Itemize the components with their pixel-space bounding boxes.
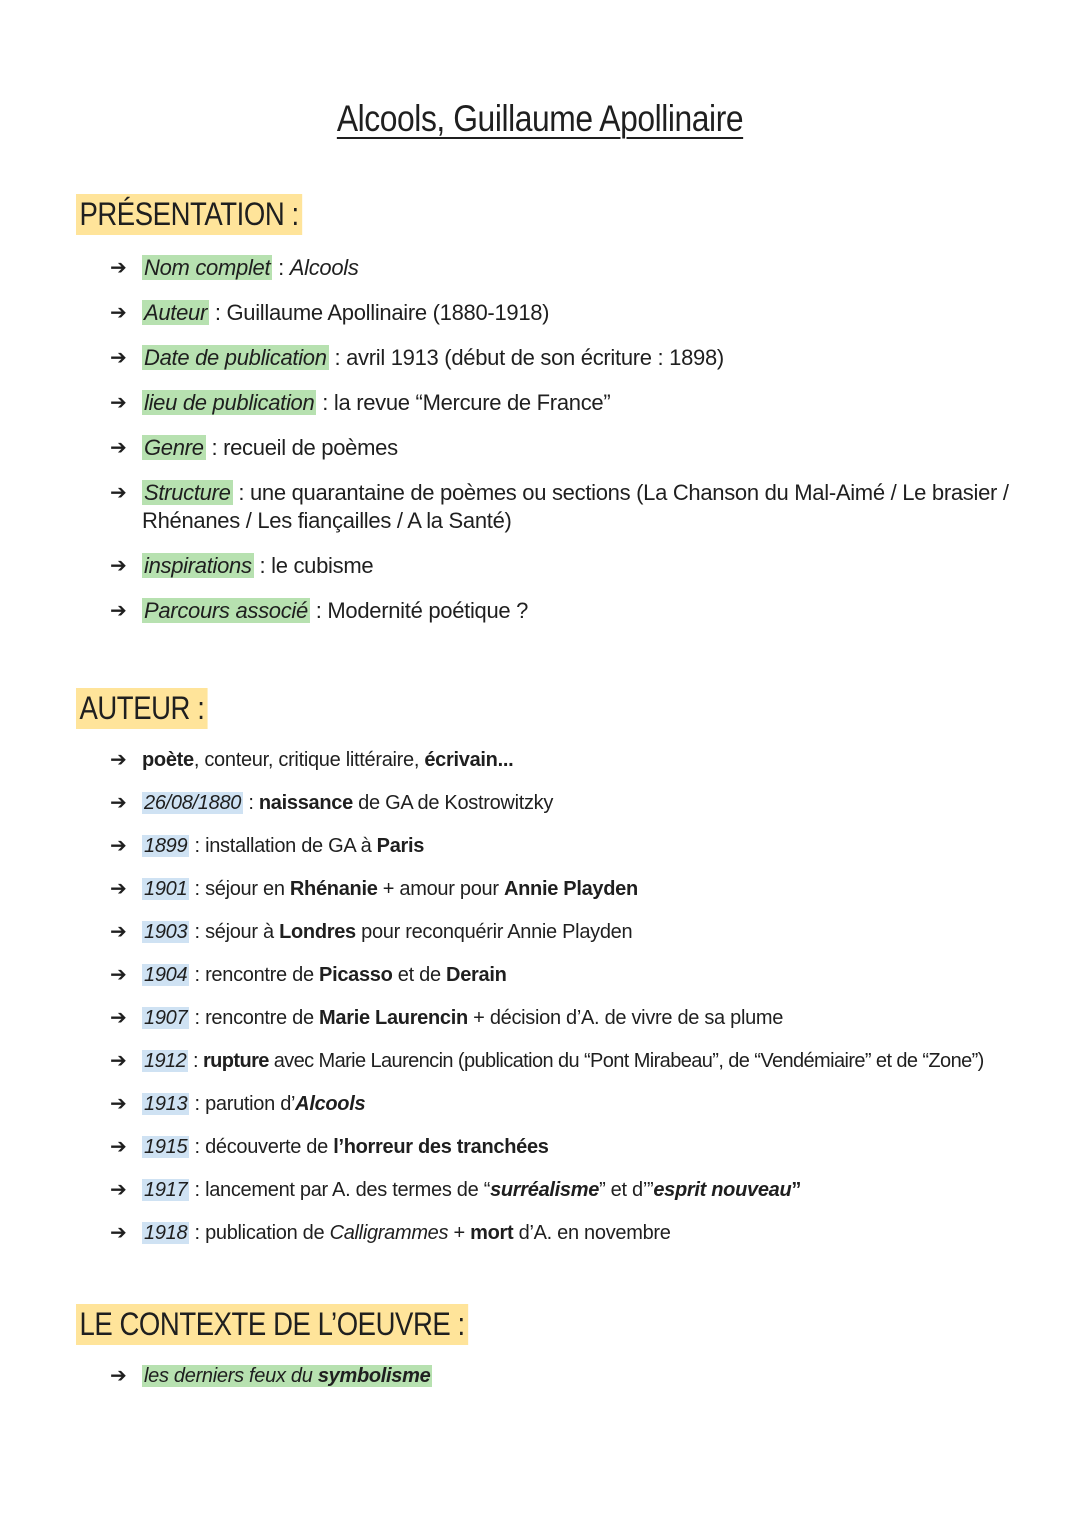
list-item — [110, 746, 1010, 774]
bold-part: Marie Laurencin — [319, 1007, 468, 1029]
date-label: 1904 — [144, 964, 188, 986]
item-value: Alcools — [289, 255, 359, 280]
text-part: et de — [392, 964, 447, 986]
text-part: ” — [791, 1179, 802, 1201]
bold-part: naissance — [258, 792, 353, 814]
date-label: 1917 — [144, 1179, 188, 1201]
date-label: 1901 — [144, 878, 188, 900]
arrow-icon: ➔ — [110, 921, 127, 943]
arrow-icon: ➔ — [110, 257, 127, 279]
text-part: : séjour en — [189, 878, 290, 900]
text-part: : lancement par A. des termes de “ — [189, 1179, 491, 1201]
date-label: 1899 — [144, 835, 188, 857]
bold-part: Derain — [446, 964, 507, 986]
text-part: + — [448, 1222, 471, 1244]
item-value: Guillaume Apollinaire (1880-1918) — [226, 300, 550, 325]
list-item — [110, 1176, 1010, 1204]
text-part: : découverte de — [189, 1136, 334, 1158]
presentation-list — [110, 254, 1010, 625]
date-label: 26/08/1880 — [144, 792, 242, 814]
page-title: Alcools, Guillaume Apollinaire — [336, 98, 744, 139]
list-item — [110, 597, 1010, 625]
list-item — [110, 434, 1010, 462]
text-part: avec Marie Laurencin (publication du “Pont Mirabeau”, de “Vendémiaire” et de “Zone”) — [268, 1050, 984, 1072]
list-item — [110, 299, 1010, 327]
item-sep: : — [316, 390, 334, 415]
arrow-icon: ➔ — [110, 1050, 127, 1072]
item-value: la revue “Mercure de France” — [333, 390, 611, 415]
text-part: : — [188, 1050, 203, 1072]
item-sep: : — [209, 300, 227, 325]
bold-part: Annie Playden — [503, 878, 638, 900]
item-label: Parcours associé — [144, 598, 308, 623]
item-sep: : — [253, 553, 272, 578]
heading-presentation: PRÉSENTATION : — [76, 194, 302, 235]
italic-part: Calligrammes — [329, 1222, 449, 1244]
item-label: lieu de publication — [144, 390, 315, 415]
list-item — [110, 789, 1010, 817]
intro-part: écrivain... — [424, 749, 514, 771]
item-sep: : — [309, 598, 328, 623]
arrow-icon: ➔ — [110, 749, 127, 771]
item-label: Auteur — [144, 300, 208, 325]
context-bold: symbolisme — [317, 1365, 431, 1387]
list-item — [110, 1362, 1010, 1390]
bold-part: Picasso — [319, 964, 393, 986]
item-sep: : — [205, 435, 224, 460]
date-label: 1918 — [144, 1222, 188, 1244]
bold-part: Londres — [279, 921, 356, 943]
context-highlight — [142, 1365, 432, 1387]
arrow-icon: ➔ — [110, 1136, 127, 1158]
arrow-icon: ➔ — [110, 302, 127, 324]
list-item — [110, 961, 1010, 989]
item-value: Modernité poétique ? — [327, 598, 529, 623]
text-part: : publication de — [189, 1222, 330, 1244]
item-sep: : — [328, 345, 347, 370]
arrow-icon: ➔ — [110, 1222, 127, 1244]
arrow-icon: ➔ — [110, 1365, 127, 1387]
list-item — [110, 1133, 1010, 1161]
text-part: d’A. en novembre — [513, 1222, 671, 1244]
arrow-icon: ➔ — [110, 392, 127, 414]
bold-part: Alcools — [295, 1093, 366, 1115]
item-label: Structure — [144, 480, 231, 505]
list-item — [110, 389, 1010, 417]
arrow-icon: ➔ — [110, 1179, 127, 1201]
text-part: : rencontre de — [189, 964, 320, 986]
item-label: Date de publication — [144, 345, 327, 370]
heading-contexte: LE CONTEXTE DE L’OEUVRE : — [76, 1304, 468, 1345]
list-item — [110, 918, 1010, 946]
item-label: Genre — [144, 435, 204, 460]
text-part: : rencontre de — [189, 1007, 320, 1029]
bold-part: Rhénanie — [289, 878, 378, 900]
text-part: ” et d’” — [599, 1179, 654, 1201]
arrow-icon: ➔ — [110, 555, 127, 577]
bold-part: mort — [470, 1222, 514, 1244]
date-label: 1907 — [144, 1007, 188, 1029]
bold-part: rupture — [202, 1050, 269, 1072]
list-item — [110, 479, 1010, 535]
arrow-icon: ➔ — [110, 347, 127, 369]
list-item — [110, 254, 1010, 282]
arrow-icon: ➔ — [110, 1093, 127, 1115]
bold-part: Paris — [376, 835, 425, 857]
list-item — [110, 832, 1010, 860]
arrow-icon: ➔ — [110, 792, 127, 814]
item-sep: : — [272, 255, 290, 280]
arrow-icon: ➔ — [110, 482, 127, 504]
item-label: Nom complet — [144, 255, 271, 280]
bold-part: esprit nouveau — [653, 1179, 792, 1201]
date-label: 1913 — [144, 1093, 188, 1115]
list-item — [110, 875, 1010, 903]
intro-part: , conteur, critique littéraire, — [193, 749, 425, 771]
text-part: : parution d’ — [189, 1093, 296, 1115]
text-part: : séjour à — [189, 921, 280, 943]
list-item — [110, 552, 1010, 580]
list-item — [110, 1219, 1010, 1247]
intro-part: poète — [142, 749, 194, 771]
item-sep: : — [232, 480, 250, 505]
arrow-icon: ➔ — [110, 600, 127, 622]
heading-auteur: AUTEUR : — [76, 688, 208, 729]
text-part: pour reconquérir Annie Playden — [355, 921, 633, 943]
text-part: + amour pour — [377, 878, 504, 900]
arrow-icon: ➔ — [110, 878, 127, 900]
item-value: une quarantaine de poèmes ou sections (La Chanson du Mal-Aimé / Le brasier / Rhénanes / Les fiançailles / A la Santé) — [142, 480, 1009, 533]
arrow-icon: ➔ — [110, 964, 127, 986]
item-value: le cubisme — [271, 553, 374, 578]
item-label: inspirations — [144, 553, 252, 578]
list-item — [110, 1047, 1010, 1075]
date-label: 1912 — [144, 1050, 187, 1072]
bold-part: l’horreur des tranchées — [333, 1136, 549, 1158]
context-part: les derniers feux du — [144, 1365, 318, 1387]
list-item — [110, 1090, 1010, 1118]
item-value: avril 1913 (début de son écriture : 1898) — [346, 345, 724, 370]
date-label: 1903 — [144, 921, 188, 943]
text-part: + décision d’A. de vivre de sa plume — [467, 1007, 784, 1029]
auteur-list — [110, 746, 1010, 1247]
list-item — [110, 1004, 1010, 1032]
list-item — [110, 344, 1010, 372]
text-part: : installation de GA à — [189, 835, 377, 857]
arrow-icon: ➔ — [110, 1007, 127, 1029]
arrow-icon: ➔ — [110, 437, 127, 459]
contexte-list — [110, 1362, 1010, 1390]
date-label: 1915 — [144, 1136, 188, 1158]
text-part: de GA de Kostrowitzky — [352, 792, 554, 814]
text-part: : — [243, 792, 259, 814]
item-value: recueil de poèmes — [223, 435, 398, 460]
bold-part: surréalisme — [490, 1179, 600, 1201]
arrow-icon: ➔ — [110, 835, 127, 857]
